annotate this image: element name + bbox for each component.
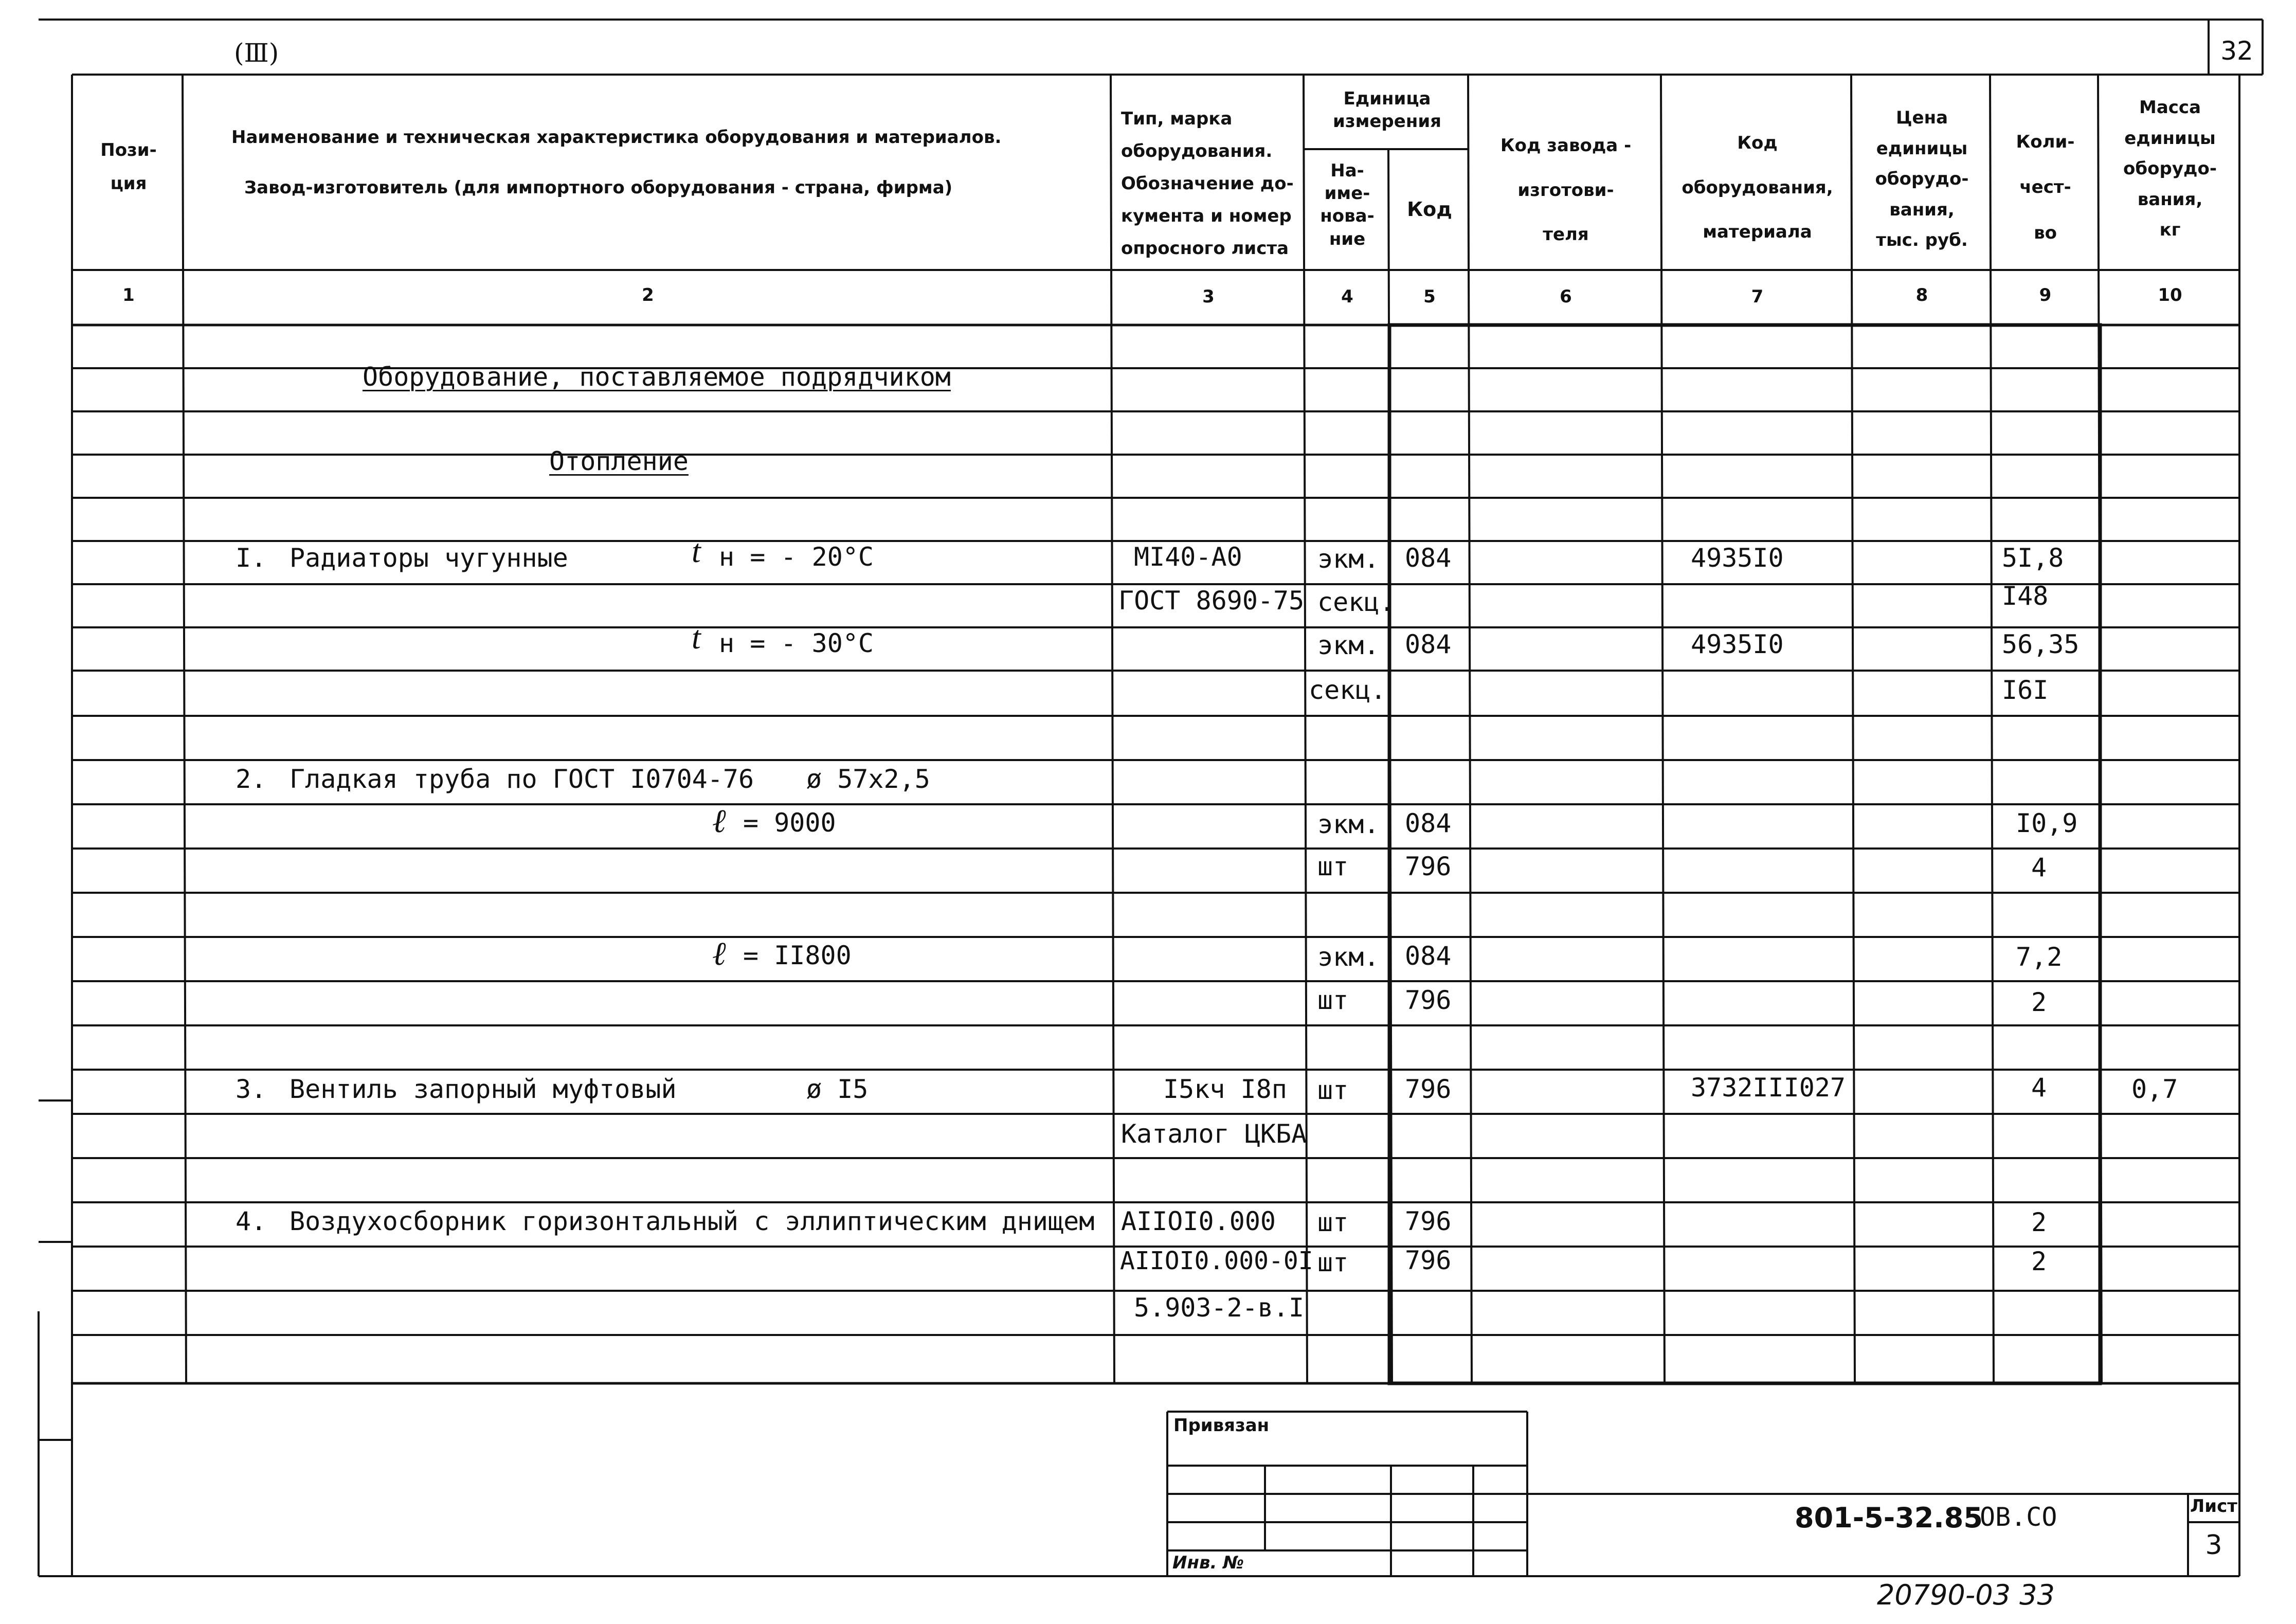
stamp-privyazan: Привязан [1173,1415,1270,1436]
header-name-line2: Завод-изготовитель (для импортного оборудования - страна, фирма) [244,177,953,198]
unit-name: шт [1317,1248,1349,1277]
unit-name: шт [1317,1207,1349,1237]
quantity: 4 [2031,1073,2047,1103]
equipment-code: 4935I0 [1691,543,1784,573]
item-name: Гладкая труба по ГОСТ I0704-76 [290,764,754,794]
quantity: 4 [2031,853,2047,882]
quantity: I0,9 [2016,808,2078,838]
item-type: АIIОI0.000 [1121,1206,1276,1236]
item-dimension: ø I5 [806,1074,869,1104]
quantity: I48 [2002,581,2049,611]
header-mass: Масса единицы оборудо- вания, кг [2123,97,2217,240]
quantity: 56,35 [2002,629,2080,659]
unit-code: 084 [1405,543,1452,573]
temperature-value: н = - 30°С [719,628,874,658]
unit-name: шт [1317,1075,1349,1105]
header-type: Тип, марка оборудования. Обозначение до- кумента и номер опросного листа [1121,109,1294,259]
header-equipment-code: Код оборудования, материала [1682,133,1833,243]
item-number: 4. [236,1206,267,1236]
unit-mass: 0,7 [2131,1074,2178,1104]
unit-name: экм. [1317,809,1380,839]
quantity: 5I,8 [2002,543,2064,573]
item-name: Воздухосборник горизонтальный с эллиптическим днищем [290,1206,1095,1236]
unit-name: экм. [1317,942,1380,972]
header-unit-group: Единица измерения [1333,88,1441,132]
col-number-10: 10 [2158,285,2182,305]
sheet-label: Лист [2190,1496,2237,1517]
unit-code: 084 [1405,941,1452,971]
col-number-7: 7 [1751,286,1764,307]
sheet-number: 32 [2220,36,2253,66]
item-type: МI40-А0 [1134,542,1242,572]
header-unit-code: Код [1407,198,1452,221]
item-number: 3. [236,1074,267,1104]
quantity: I6I [2002,675,2049,705]
archive-number: 20790-03 33 [1877,1579,2055,1611]
header-quantity: Коли- чест- во [2016,132,2075,243]
unit-code: 084 [1405,808,1452,838]
header-price: Цена единицы оборудо- вания, тыс. руб. [1875,107,1969,250]
unit-code: 796 [1405,1074,1452,1104]
item-type: ГОСТ 8690-75 [1118,586,1305,616]
length-value: = 9000 [743,808,836,838]
unit-name: экм. [1317,544,1380,574]
col-number-4: 4 [1341,286,1353,307]
section-title-main: Оборудование, поставляемое подрядчиком [363,362,951,392]
quantity: 2 [2031,1207,2047,1237]
col-number-9: 9 [2039,285,2052,305]
quantity: 7,2 [2016,942,2063,972]
item-name: Радиаторы чугунные [290,543,568,573]
col-number-8: 8 [1915,285,1928,305]
header-unit-name: На- име- нова- ние [1320,160,1375,249]
quantity: 2 [2031,987,2047,1017]
col-number-5: 5 [1423,286,1436,307]
document-code: 801-5-32.85 [1795,1502,1983,1534]
col-number-2: 2 [642,285,654,305]
item-number: I. [236,543,267,573]
item-name: Вентиль запорный муфтовый [290,1074,677,1104]
section-title-heating: Отопление [549,446,689,476]
stamp-inventory-number: Инв. № [1172,1553,1244,1573]
unit-name: секц. [1309,675,1386,705]
length-symbol: ℓ [712,935,726,972]
temperature-value: н = - 20°С [719,542,874,572]
unit-code: 796 [1405,985,1452,1015]
col-number-1: 1 [122,285,135,305]
header-name-line1: Наименование и техническая характеристика оборудования и материалов. [231,127,1002,148]
item-type: 5.903-2-в.I [1134,1293,1305,1323]
quantity: 2 [2031,1247,2047,1276]
header-position: Пози- ция [100,140,157,194]
item-type: I5кч I8п [1163,1074,1287,1104]
col-number-3: 3 [1202,286,1215,307]
item-number: 2. [236,764,267,794]
unit-code: 084 [1405,629,1452,659]
unit-code: 796 [1405,852,1452,881]
sheet-value: 3 [2205,1530,2222,1561]
unit-name: секц. [1317,587,1395,617]
unit-code: 796 [1405,1206,1452,1236]
unit-name: шт [1317,852,1349,881]
temperature-symbol: t [692,619,701,656]
item-dimension: ø 57х2,5 [806,764,930,794]
equipment-code: 3732III027 [1691,1073,1846,1103]
temperature-symbol: t [692,533,701,569]
item-type: АIIОI0.000-0I [1120,1247,1313,1275]
unit-name: экм. [1317,630,1380,660]
roman-numeral: (Ⅲ) [234,38,279,68]
header-factory-code: Код завода - изготови- теля [1500,135,1632,245]
document-suffix: ОВ.СО [1980,1502,2057,1532]
length-symbol: ℓ [712,803,726,839]
length-value: = II800 [743,941,852,970]
item-type: Каталог ЦКБА [1121,1119,1307,1149]
unit-code: 796 [1405,1246,1452,1275]
col-number-6: 6 [1560,286,1572,307]
unit-name: шт [1317,985,1349,1015]
equipment-code: 4935I0 [1691,629,1784,659]
